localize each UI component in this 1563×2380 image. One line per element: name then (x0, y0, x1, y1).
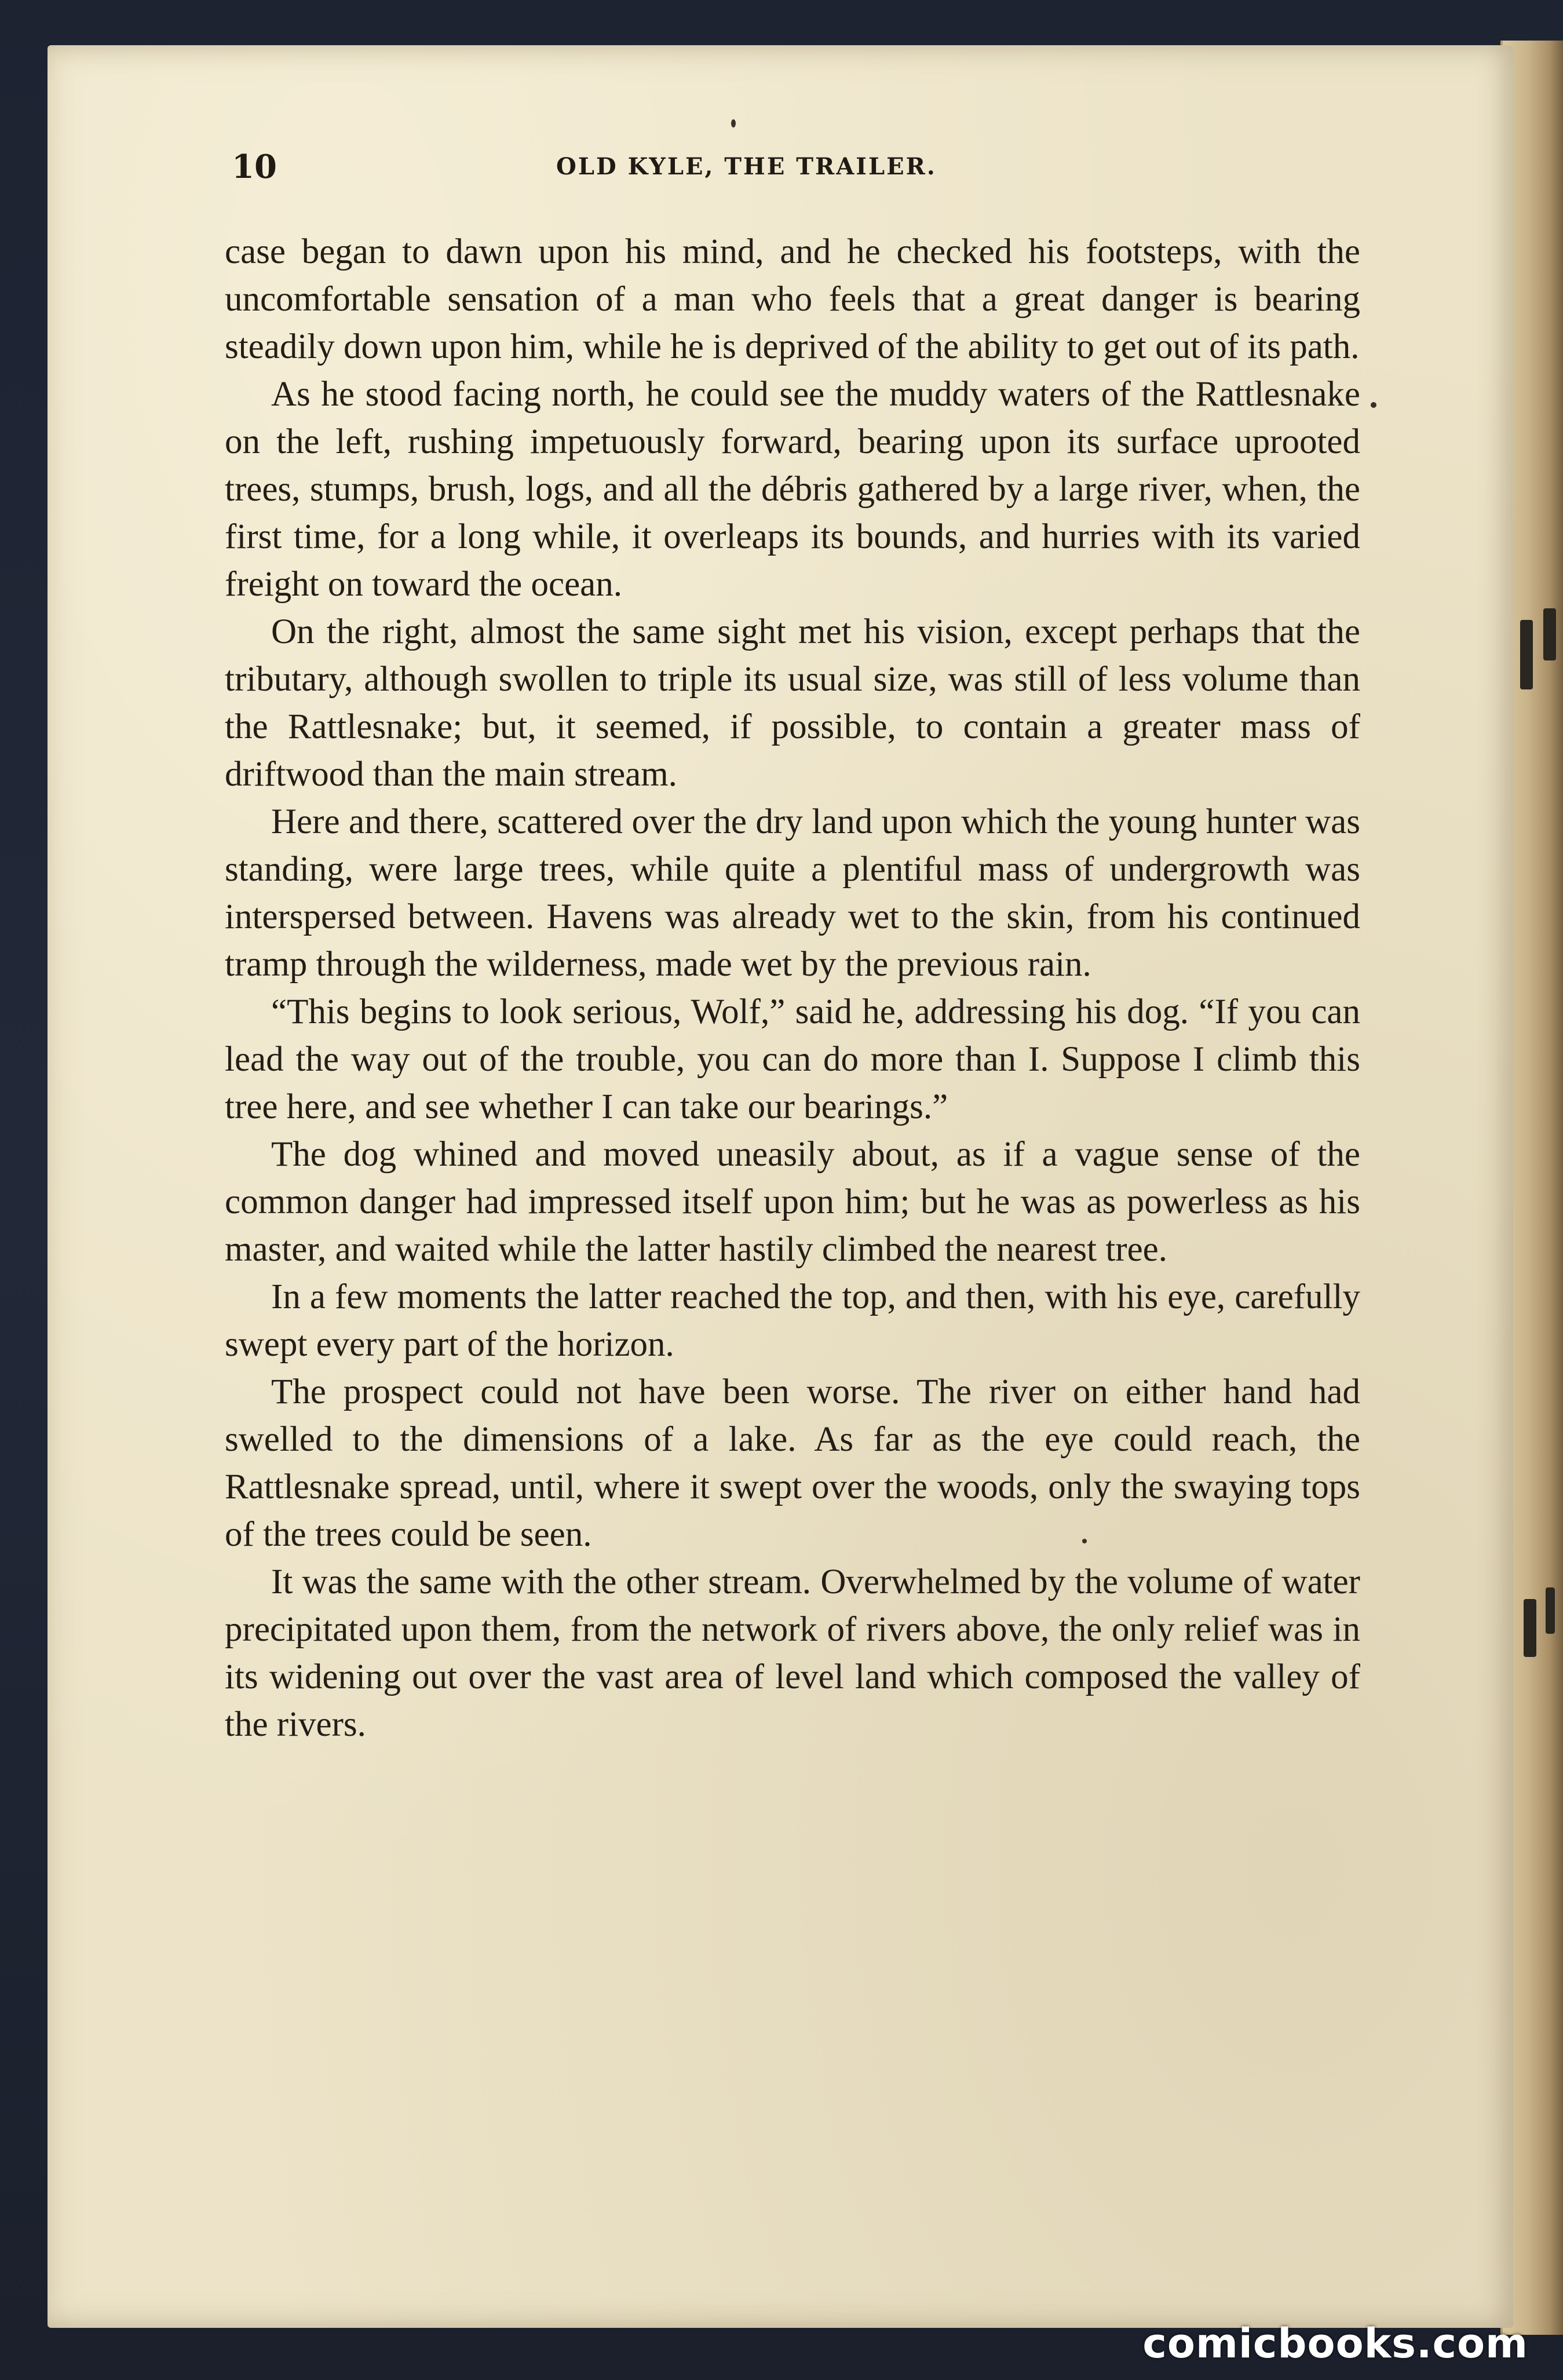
paragraph: case began to dawn upon his mind, and he checked his footsteps, with the uncomfortable sensation of a man who feels that a great danger is bearing steadily down upon him, while he is deprived of the ability to get out of its path. (225, 232, 1360, 366)
binding-mark (1520, 620, 1533, 689)
paragraph: The dog whined and moved uneasily about, as if a vague sense of the common danger had impressed itself upon him; but he was as powerless as his master, and waited while the latter hastily climbed the nearest tree. (225, 1135, 1360, 1269)
ink-speck (1371, 402, 1376, 408)
page-header (232, 144, 1390, 190)
ink-speck (731, 119, 736, 127)
binding-mark (1524, 1599, 1536, 1657)
paragraph: “This begins to look serious, Wolf,” said he, addressing his dog. “If you can lead the way out of the trouble, you can do more than I. Suppose I climb this tree here, and see whether I can take our bearings.” (225, 992, 1360, 1126)
body-text (225, 228, 1360, 1749)
paragraph: The prospect could not have been worse. The river on either hand had swelled to the dimensions of a lake. As far as the eye could reach, the Rattlesnake spread, until, where it swept over the woods, only the swaying tops of the trees could be seen. (225, 1372, 1360, 1554)
watermark-logo: comicbooks.com (1142, 2320, 1528, 2367)
paragraph: It was the same with the other stream. Overwhelmed by the volume of water precipitated upon them, from the network of rivers above, the only relief was in its widening out over the vast area of level land which composed the valley of the rivers. (225, 1563, 1360, 1744)
binding-mark (1546, 1587, 1555, 1634)
running-head: OLD KYLE, THE TRAILER. (556, 153, 937, 180)
ink-speck (1082, 1539, 1087, 1543)
paragraph: In a few moments the latter reached the top, and then, with his eye, carefully swept every part of the horizon. (225, 1277, 1360, 1364)
paragraph: Here and there, scattered over the dry land upon which the young hunter was standing, were large trees, while quite a plentiful mass of undergrowth was interspersed between. Havens was already wet to the skin, from his continued tramp through the wilderness, made wet by the previous rain. (225, 802, 1360, 984)
binding-mark (1543, 608, 1556, 660)
page-number: 10 (232, 148, 277, 186)
paragraph: On the right, almost the same sight met his vision, except perhaps that the tributary, although swollen to triple its usual size, was still of less volume than the Rattlesnake; but, it seemed, if possible, to contain a greater mass of driftwood than the main stream. (225, 612, 1360, 794)
paragraph: As he stood facing north, he could see the muddy waters of the Rattlesnake on the left, rushing impetuously forward, bearing upon its surface uprooted trees, stumps, brush, logs, and all the débris gathered by a large river, when, the first time, for a long while, it overleaps its bounds, and hurries with its varied freight on toward the ocean. (225, 375, 1360, 604)
